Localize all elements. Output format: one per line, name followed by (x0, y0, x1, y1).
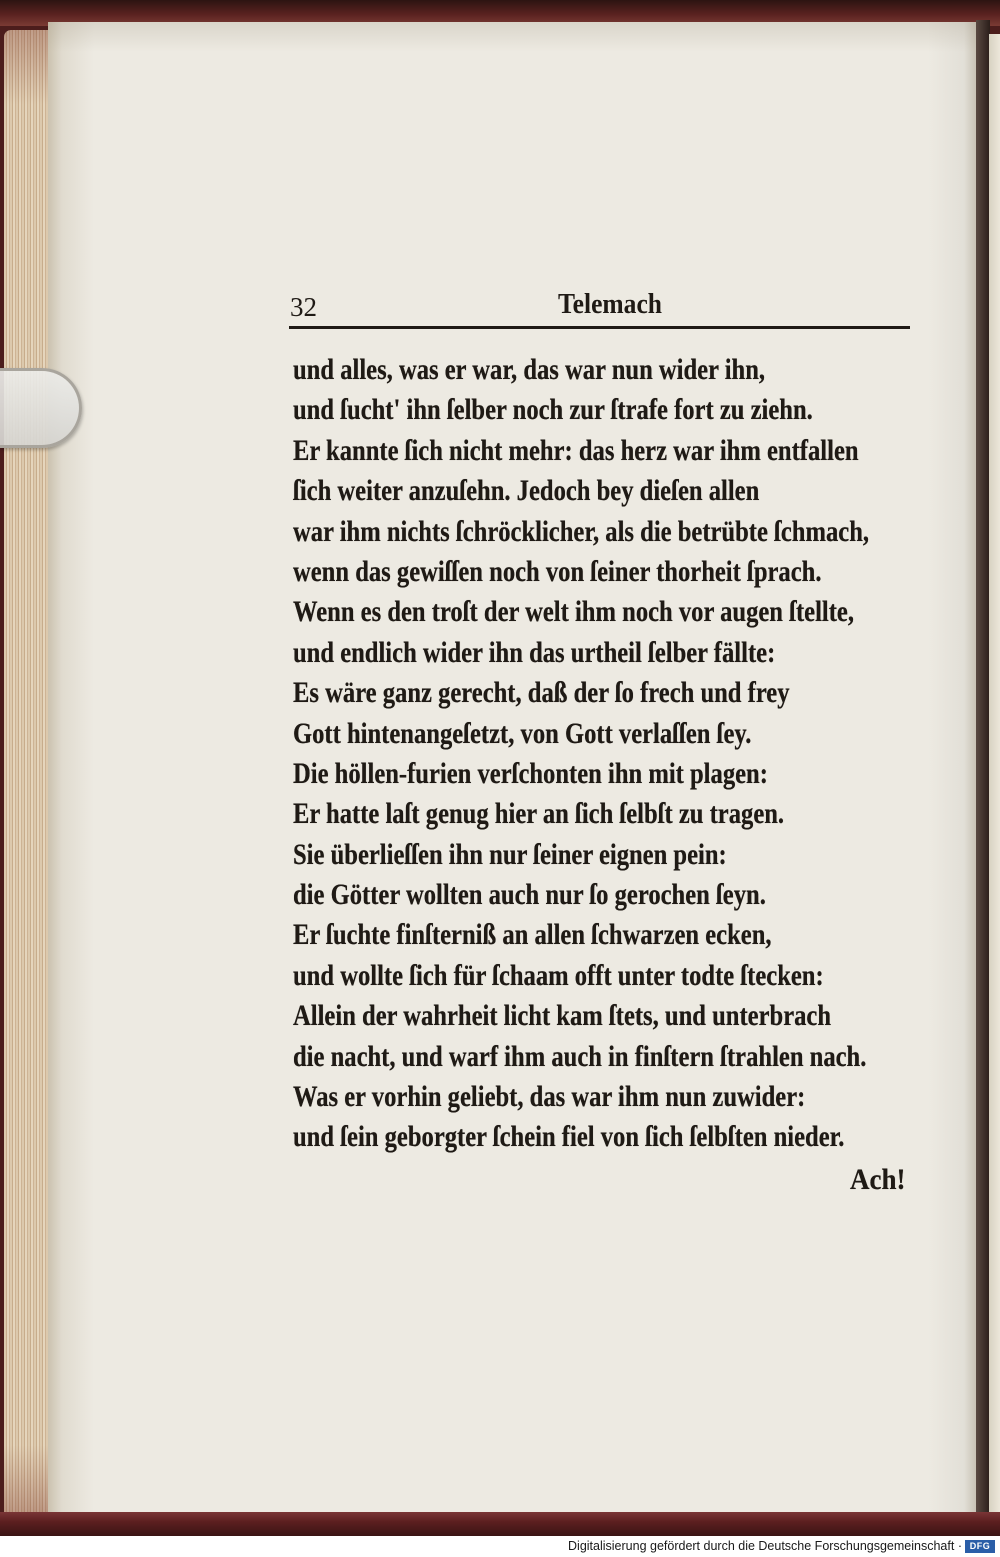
verse-line: Sie überlieſſen ihn nur ſeiner eignen pein: (293, 837, 727, 871)
verse-line: wenn das gewiſſen noch von ſeiner thorheit ſprach. (293, 554, 822, 588)
bookmark-clip (0, 368, 82, 448)
funding-credit-text: Digitalisierung gefördert durch die Deutsche Forschungsgemeinschaft (568, 1539, 955, 1553)
catchword: Ach! (850, 1163, 906, 1196)
next-page-edge (989, 34, 1000, 1512)
page-top-shadow (48, 22, 976, 52)
verse-line: Allein der wahrheit licht kam ſtets, und unterbrach (293, 999, 832, 1033)
funding-credit (568, 1536, 962, 1557)
verse-line: war ihm nichts ſchröcklicher, als die betrübte ſchmach, (293, 514, 870, 548)
dfg-logo: DFG (965, 1540, 995, 1553)
verse-line: Die höllen-furien verſchonten ihn mit plagen: (293, 756, 768, 790)
verse-line: Wenn es den troſt der welt ihm noch vor augen ſtellte, (293, 595, 854, 629)
verse-line: Er hatte laſt genug hier an ſich ſelbſt zu tragen. (293, 797, 785, 831)
verse-line: Es wäre ganz gerecht, daß der ſo frech und frey (293, 676, 790, 710)
verse-line: und endlich wider ihn das urtheil ſelber fällte: (293, 635, 776, 669)
verse-line: Was er vorhin geliebt, das war ihm nun zuwider: (293, 1080, 806, 1114)
page-number: 32 (290, 292, 317, 322)
verse-line: und ſucht' ihn ſelber noch zur ſtrafe fort zu ziehn. (293, 393, 813, 427)
verse-line: die nacht, und warf ihm auch in finſtern ſtrahlen nach. (293, 1039, 867, 1073)
verse-line: und alles, was er war, das war nun wider ihn, (293, 353, 766, 386)
page-block-edge (4, 30, 54, 1520)
verse-line: Gott hintenangeſetzt, von Gott verlaſſen ſey. (293, 716, 752, 750)
verse-line: die Götter wollten auch nur ſo gerochen ſeyn. (293, 878, 766, 912)
verse-line: und ſein geborgter ſchein fiel von ſich ſelbſten nieder. (293, 1120, 845, 1154)
gutter-shadow (976, 20, 990, 1516)
verse-block (293, 350, 870, 1158)
credit-separator: · (957, 1539, 962, 1553)
verse-line: und wollte ſich für ſchaam offt unter todte ſtecken: (293, 958, 824, 992)
header-rule (289, 326, 910, 329)
running-head-title: Telemach (558, 288, 662, 320)
cover-bottom-edge (0, 1512, 1000, 1536)
verse-line: Er kannte ſich nicht mehr: das herz war ihm entfallen (293, 433, 859, 467)
verse-line: ſich weiter anzuſehn. Jedoch bey dieſen allen (293, 474, 760, 508)
verse-line: Er ſuchte finſterniß an allen ſchwarzen ecken, (293, 918, 772, 952)
